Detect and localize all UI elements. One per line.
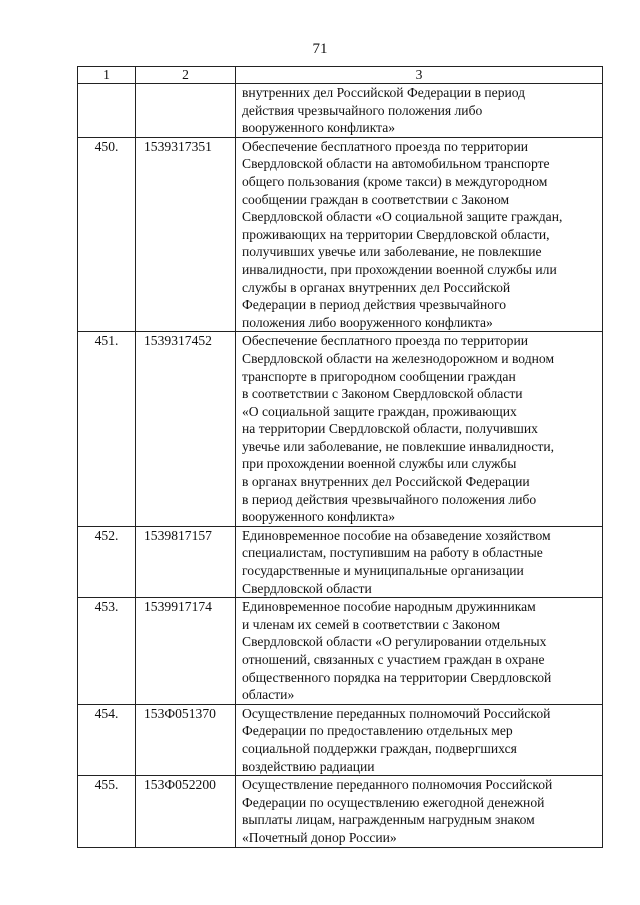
description-line: Свердловской области на автомобильном транспорте [242, 156, 550, 172]
description-line: Свердловской области «О социальной защите граждан, [242, 209, 563, 225]
description-line: инвалидности, при прохождении военной службы или [242, 261, 557, 277]
description-line: положения либо вооруженного конфликта» [242, 314, 493, 330]
classification-code-cell: 1539817157 [136, 526, 236, 597]
description-line: выплаты лицам, награжденным нагрудным знаком [242, 812, 535, 828]
table-row [78, 704, 603, 775]
classification-code-cell: 153Ф051370 [136, 704, 236, 775]
row-number-cell: 450. [78, 137, 136, 332]
description-line: и членам их семей в соответствии с Законом [242, 616, 501, 632]
description-line: Свердловской области [242, 580, 372, 596]
description-line: сообщении граждан в соответствии с Законом [242, 191, 510, 207]
description-line: специалистам, поступившим на работу в областные [242, 545, 543, 561]
description-line: Обеспечение бесплатного проезда по территории [242, 138, 529, 154]
column-header-3: 3 [236, 67, 603, 84]
table-header-row [78, 67, 603, 84]
description-line: Обеспечение бесплатного проезда по территории [242, 333, 529, 349]
row-number-cell: 453. [78, 598, 136, 705]
row-number-cell: 454. [78, 704, 136, 775]
description-line: на территории Свердловской области, получивших [242, 421, 538, 437]
table-row [78, 137, 603, 332]
table-row [78, 84, 603, 138]
description-line: в период действия чрезвычайного положения либо [242, 491, 537, 507]
column-header-2: 2 [136, 67, 236, 84]
description-line: «Почетный донор России» [242, 829, 397, 845]
description-line: в соответствии с Законом Свердловской области [242, 386, 523, 402]
description-line: Единовременное пособие на обзаведение хозяйством [242, 527, 551, 543]
description-line: внутренних дел Российской Федерации в период [242, 85, 526, 100]
description-line: при прохождении военной службы или службы [242, 456, 517, 472]
description-line: службы в органах внутренних дел Российской [242, 279, 511, 295]
description-cell [236, 704, 603, 775]
description-line: общественного порядка на территории Свердловской [242, 669, 552, 685]
description-line: области» [242, 687, 295, 703]
row-number-cell: 455. [78, 776, 136, 847]
description-line: Осуществление переданного полномочия Российской [242, 777, 553, 793]
description-cell [236, 776, 603, 847]
description-line: транспорте в пригородном сообщении граждан [242, 368, 516, 384]
description-line: воздействию радиации [242, 758, 375, 774]
description-cell [236, 84, 603, 138]
description-line: Федерации по предоставлению отдельных мер [242, 723, 513, 739]
description-line: Свердловской области на железнодорожном и водном [242, 350, 555, 366]
description-line: Единовременное пособие народным дружинникам [242, 599, 536, 615]
description-line: в органах внутренних дел Российской Федерации [242, 474, 530, 490]
description-line: действия чрезвычайного положения либо [242, 102, 483, 118]
description-line: Осуществление переданных полномочий Российской [242, 705, 551, 721]
description-line: общего пользования (кроме такси) в междугородном [242, 173, 548, 189]
row-number-cell: 452. [78, 526, 136, 597]
description-cell [236, 137, 603, 332]
description-line: отношений, связанных с участием граждан в охране [242, 652, 545, 667]
description-line: увечье или заболевание, не повлекшие инвалидности, [242, 438, 555, 454]
description-line: проживающих на территории Свердловской области, [242, 226, 550, 242]
description-line: вооруженного конфликта» [242, 120, 396, 136]
column-header-1: 1 [78, 67, 136, 84]
description-line: вооруженного конфликта» [242, 509, 396, 525]
table-row [78, 776, 603, 847]
classification-code-cell: 153Ф052200 [136, 776, 236, 847]
classification-code-cell: 1539917174 [136, 598, 236, 705]
row-number-cell: 451. [78, 332, 136, 527]
budget-classification-table [77, 66, 603, 848]
description-line: получивших увечье или заболевание, не повлекшие [242, 244, 542, 260]
table-body [78, 67, 603, 848]
description-line: «О социальной защите граждан, проживающих [242, 403, 517, 419]
classification-code-cell: 1539317452 [136, 332, 236, 527]
description-line: Федерации в период действия чрезвычайного [242, 297, 507, 313]
table-row [78, 332, 603, 527]
description-line: Федерации по осуществлению ежегодной денежной [242, 794, 545, 810]
table-row [78, 526, 603, 597]
page-number: 71 [312, 41, 328, 57]
description-line: социальной поддержки граждан, подвергшихся [242, 740, 517, 756]
description-cell [236, 526, 603, 597]
table-row [78, 598, 603, 705]
row-number-cell [78, 84, 136, 138]
classification-code-cell: 1539317351 [136, 137, 236, 332]
description-cell [236, 598, 603, 705]
description-cell [236, 332, 603, 527]
classification-code-cell [136, 84, 236, 138]
description-line: государственные и муниципальные организации [242, 563, 524, 579]
description-line: Свердловской области «О регулировании отдельных [242, 634, 547, 650]
